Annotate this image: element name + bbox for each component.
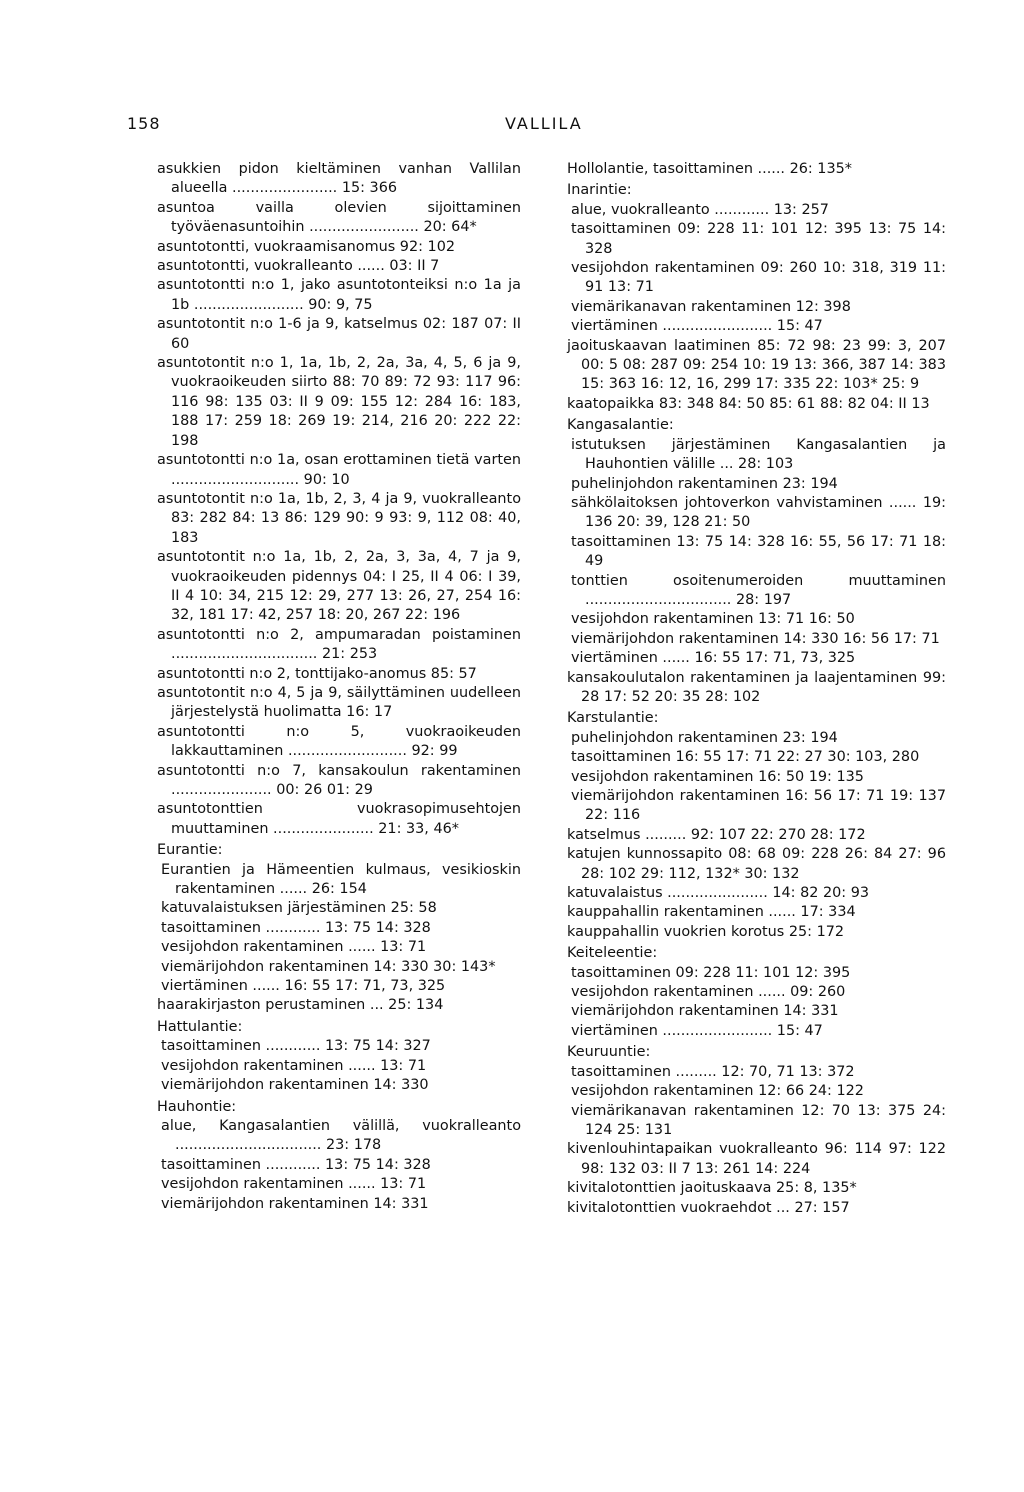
index-subentry: vesijohdon rakentaminen ...... 09: 260 [571, 984, 846, 1001]
index-entry: asuntotontti n:o 1, jako asuntotonteiksi n:o 1a ja 1b ........................ 90: 9, 75 [157, 277, 521, 313]
index-heading: Hattulantie: [157, 1018, 243, 1035]
running-head: VALLILA [505, 114, 583, 133]
index-entry: kauppahallin vuokrien korotus 25: 172 [567, 923, 845, 940]
index-subentry: tasoittaminen ............ 13: 75 14: 327 [161, 1038, 431, 1055]
index-subentry: viemärijohdon rakentaminen 14: 330 16: 56 17: 71 [571, 630, 940, 647]
index-entry: asuntotontit n:o 4, 5 ja 9, säilyttäminen uudelleen järjestelystä huolimatta 16: 17 [157, 684, 521, 721]
index-subentry: sähkölaitoksen johtoverkon vahvistaminen ...... 19: 136 20: 39, 128 21: 50 [571, 494, 946, 531]
index-heading: Inarintie: [567, 182, 632, 199]
index-subentry: tasoittaminen ......... 12: 70, 71 13: 372 [571, 1063, 855, 1080]
index-heading: Keiteleentie: [567, 945, 658, 962]
index-entry: kansakoulutalon rakentaminen ja laajentaminen 99: 28 17: 52 20: 35 28: 102 [567, 669, 946, 705]
index-entry: asuntotontti n:o 2, tonttijako-anomus 85: 57 [157, 665, 477, 682]
index-subentry: tasoittaminen ............ 13: 75 14: 328 [161, 919, 431, 936]
index-entry: kauppahallin rakentaminen ...... 17: 334 [567, 904, 856, 921]
index-heading: Kangasalantie: [567, 417, 674, 434]
index-entry: jaoituskaavan laatiminen 85: 72 98: 23 99: 3, 207 00: 5 08: 287 09: 254 10: 19 13: 366, 387 14: 383 15: 363 16: 12, 16, 299 17: 335 22: 103* 25: 9 [567, 337, 946, 393]
index-subentry: vesijohdon rakentaminen ...... 13: 71 [161, 1057, 427, 1074]
index-entry: kivenlouhintapaikan vuokralleanto 96: 114 97: 122 98: 132 03: II 7 13: 261 14: 224 [567, 1141, 946, 1177]
index-entry: katselmus ......... 92: 107 22: 270 28: 172 [567, 826, 866, 843]
index-subentry: vesijohdon rakentaminen 13: 71 16: 50 [571, 611, 855, 628]
index-entry: katuvalaistus ...................... 14: 82 20: 93 [567, 885, 870, 902]
index-entry: kivitalotonttien jaoituskaava 25: 8, 135* [567, 1180, 857, 1197]
index-subentry: Eurantien ja Hämeentien kulmaus, vesikioskin rakentaminen ...... 26: 154 [161, 861, 521, 898]
index-subentry: viemärijohdon rakentaminen 14: 331 [161, 1195, 429, 1212]
index-entry: Hollolantie, tasoittaminen ...... 26: 135* [567, 161, 852, 177]
index-subentry: viemärikanavan rakentaminen 12: 70 13: 375 24: 124 25: 131 [571, 1102, 946, 1138]
index-entry: asuntotontit n:o 1-6 ja 9, katselmus 02: 187 07: II 60 [157, 316, 521, 352]
index-entry: asuntoa vailla olevien sijoittaminen työväenasuntoihin ........................ 20: 64* [157, 199, 521, 236]
index-entry: kivitalotonttien vuokraehdot ... 27: 157 [567, 1199, 850, 1216]
index-entry: asukkien pidon kieltäminen vanhan Vallilan alueella ....................... 15: 366 [157, 161, 521, 197]
index-subentry: puhelinjohdon rakentaminen 23: 194 [571, 729, 838, 746]
index-subentry: viemärijohdon rakentaminen 16: 56 17: 71 19: 137 22: 116 [571, 788, 946, 824]
index-heading: Eurantie: [157, 842, 223, 859]
index-subentry: alue, Kangasalantien välillä, vuokralleanto ................................ 23: 178 [161, 1117, 521, 1154]
right-column [567, 160, 946, 1218]
index-entry: asuntotontit n:o 1a, 1b, 2, 2a, 3, 3a, 4, 7 ja 9, vuokraoikeuden pidennys 04: I 25, II 4 06: I 39, II 4 10: 34, 215 12: 29, 277 13: 26, 27, 254 16: 32, 181 17: 42, 257 18: 20, 267 22: 196 [157, 549, 521, 624]
index-entry: asuntotontti n:o 5, vuokraoikeuden lakkauttaminen .......................... 92: 99 [157, 723, 521, 760]
page-number: 158 [127, 114, 161, 133]
index-entry: asuntotontti, vuokraamisanomus 92: 102 [157, 238, 456, 255]
left-column [157, 160, 521, 1214]
index-subentry: vesijohdon rakentaminen 09: 260 10: 318, 319 11: 91 13: 71 [571, 260, 946, 296]
index-entry: asuntotontti n:o 1a, osan erottaminen tietä varten ............................ 90: 10 [157, 452, 521, 488]
index-subentry: katuvalaistuksen järjestäminen 25: 58 [161, 900, 437, 917]
index-subentry: viemärikanavan rakentaminen 12: 398 [571, 298, 851, 315]
index-entry: asuntotonttien vuokrasopimusehtojen muuttaminen ...................... 21: 33, 46* [157, 801, 521, 837]
index-subentry: viertäminen ........................ 15: 47 [571, 1022, 823, 1039]
index-entry: kaatopaikka 83: 348 84: 50 85: 61 88: 82 04: II 13 [567, 395, 930, 412]
index-heading: Keuruuntie: [567, 1044, 651, 1061]
index-subentry: viemärijohdon rakentaminen 14: 330 [161, 1077, 429, 1094]
index-subentry: vesijohdon rakentaminen 12: 66 24: 122 [571, 1083, 864, 1100]
index-subentry: tonttien osoitenumeroiden muuttaminen ................................ 28: 197 [571, 572, 946, 608]
index-subentry: istutuksen järjestäminen Kangasalantien ja Hauhontien välille ... 28: 103 [571, 436, 946, 473]
index-entry: asuntotontti n:o 2, ampumaradan poistaminen ................................ 21: 253 [157, 626, 521, 663]
index-subentry: tasoittaminen 09: 228 11: 101 12: 395 [571, 964, 851, 981]
index-entry: katujen kunnossapito 08: 68 09: 228 26: 84 27: 96 28: 102 29: 112, 132* 30: 132 [567, 846, 946, 882]
index-entry: asuntotontti, vuokralleanto ...... 03: II 7 [157, 258, 440, 275]
index-subentry: tasoittaminen ............ 13: 75 14: 328 [161, 1156, 431, 1173]
index-subentry: viemärijohdon rakentaminen 14: 330 30: 143* [161, 958, 496, 975]
index-entry: asuntotontti n:o 7, kansakoulun rakentaminen ...................... 00: 26 01: 29 [157, 762, 521, 798]
index-entry: asuntotontit n:o 1a, 1b, 2, 3, 4 ja 9, vuokralleanto 83: 282 84: 13 86: 129 90: 9 93: 9, 112 08: 40, 183 [157, 490, 521, 546]
index-subentry: alue, vuokralleanto ............ 13: 257 [571, 201, 829, 218]
index-subentry: vesijohdon rakentaminen ...... 13: 71 [161, 939, 427, 956]
index-heading: Hauhontie: [157, 1098, 237, 1115]
index-heading: Karstulantie: [567, 710, 659, 727]
index-subentry: vesijohdon rakentaminen ...... 13: 71 [161, 1176, 427, 1193]
index-entry: asuntotontit n:o 1, 1a, 1b, 2, 2a, 3a, 4, 5, 6 ja 9, vuokraoikeuden siirto 88: 70 89: 72 93: 117 96: 116 98: 135 03: II 9 09: 155 12: 284 16: 183, 188 17: 259 18: 269 19: 214, 216 20: 222 22: 198 [157, 355, 521, 449]
index-subentry: viertäminen ...... 16: 55 17: 71, 73, 325 [161, 978, 446, 995]
index-subentry: vesijohdon rakentaminen 16: 50 19: 135 [571, 768, 864, 785]
index-subentry: viemärijohdon rakentaminen 14: 331 [571, 1003, 839, 1020]
index-subentry: tasoittaminen 09: 228 11: 101 12: 395 13: 75 14: 328 [571, 221, 946, 257]
index-subentry: viertäminen ........................ 15: 47 [571, 318, 823, 335]
index-subentry: tasoittaminen 16: 55 17: 71 22: 27 30: 103, 280 [571, 749, 920, 766]
index-subentry: puhelinjohdon rakentaminen 23: 194 [571, 475, 838, 492]
index-entry: haarakirjaston perustaminen ... 25: 134 [157, 997, 444, 1014]
index-subentry: tasoittaminen 13: 75 14: 328 16: 55, 56 17: 71 18: 49 [571, 533, 946, 570]
index-subentry: viertäminen ...... 16: 55 17: 71, 73, 325 [571, 650, 856, 667]
